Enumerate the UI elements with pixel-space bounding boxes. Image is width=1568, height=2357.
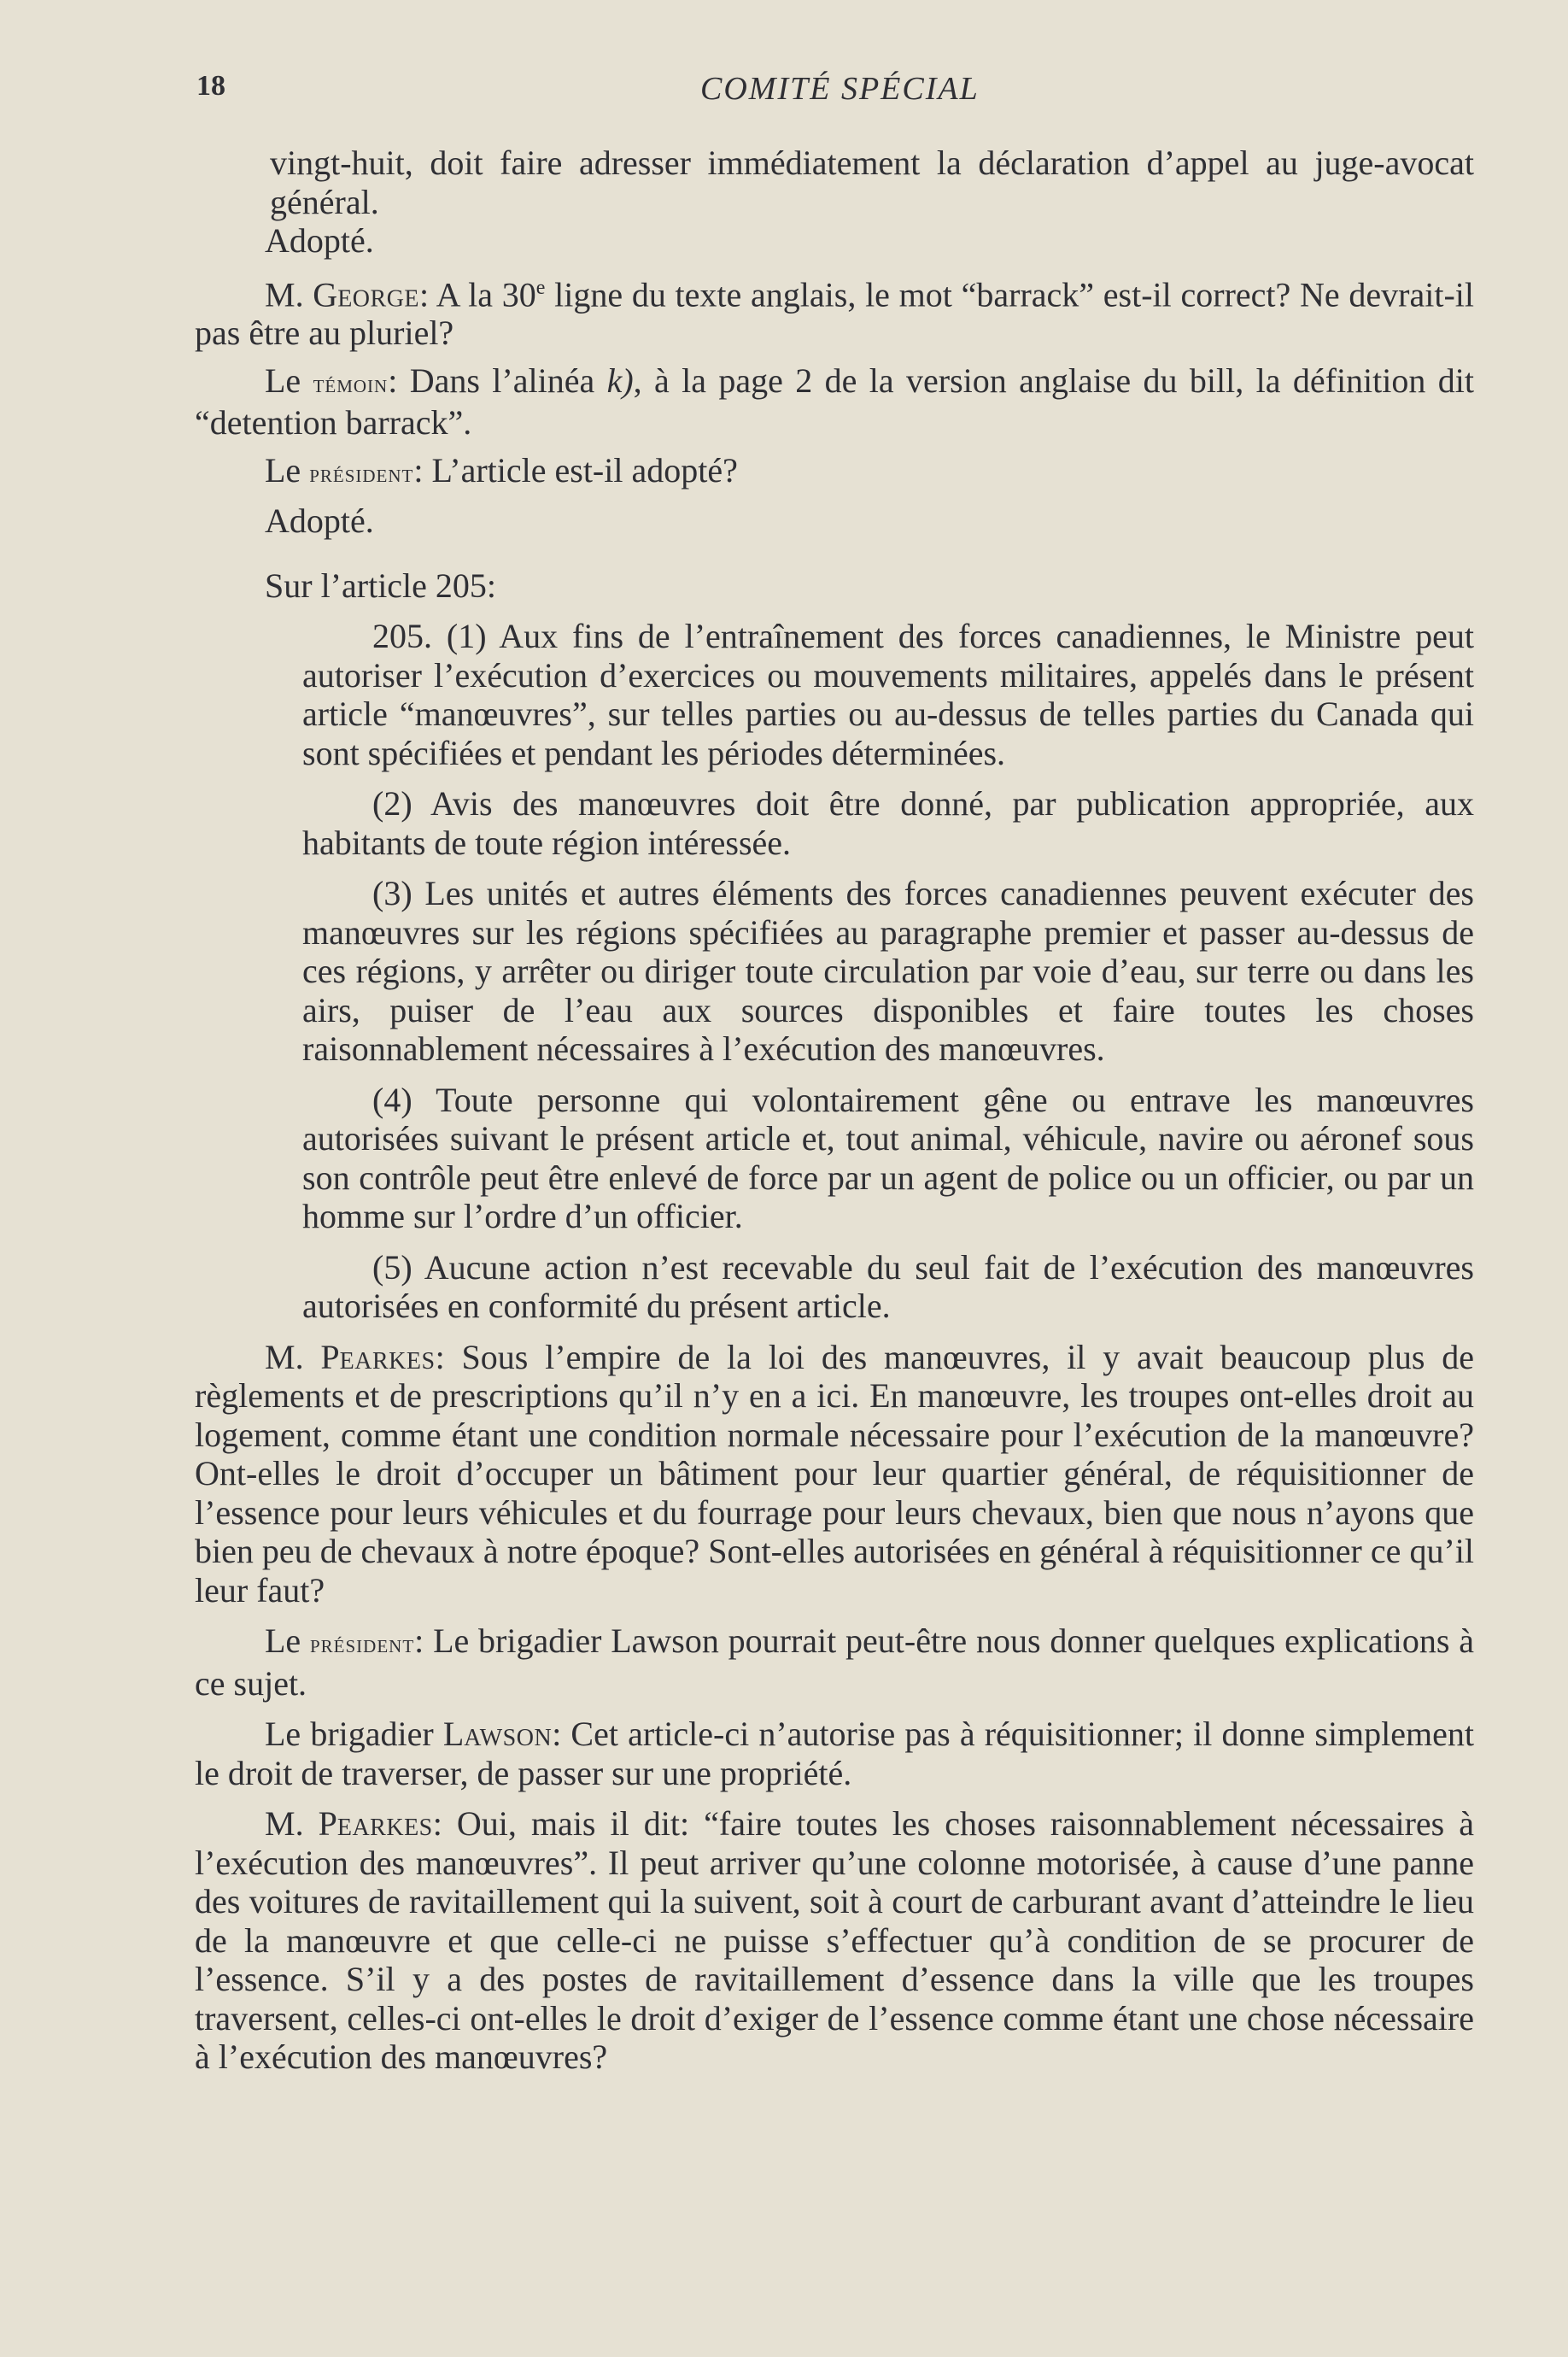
speaker-name: awson — [464, 1715, 553, 1754]
paragraph-adopte-1: Adopté. — [265, 221, 374, 260]
speaker-name: président — [309, 459, 414, 488]
page-header — [196, 70, 1477, 121]
speaker-name: earkes — [336, 1804, 433, 1844]
paragraph-sur-article: Sur l’article 205: — [265, 566, 497, 605]
paragraph-george: M. George: A la 30e ligne du texte anglais, le mot “barrack” est-il correct? Ne devrait-il pas être au pluriel? — [195, 274, 1475, 353]
paragraph-pearkes-2: M. Pearkes: Oui, mais il dit: “faire toutes les choses raisonnablement nécessaires à l’exécution des manœuvres”. Il peut arriver qu’une colonne motorisée, à cause d’une panne des voitures de ravitaillement qui la suivent, soit à court de carburant avant d’atteindre le lieu de la manœuvre et que celle-ci ne puisse s’effectuer qu’à condition de se procurer de l’essence. S’il y a des postes de ravitaillement d’essence dans la ville que les troupes traversent, celles-ci ont-elles le droit d’exiger de l’essence comme étant une chose nécessaire à l’exécution des manœuvres? — [195, 1804, 1475, 2077]
paragraph-pearkes-1: M. Pearkes: Sous l’empire de la loi des manœuvres, il y avait beaucoup plus de règlements et de prescriptions qu’il n’y en a ici. En manœuvre, les troupes ont-elles droit au logement, comme étant une condition normale nécessaire pour l’exécution de la manœuvre? Ont-elles le droit d’occuper un bâtiment pour leur quartier général, de réquisitionner de l’essence pour leurs véhicules et du fourrage pour leurs chevaux, bien que nous n’ayons que bien peu de chevaux à notre époque? Sont-elles autorisées en général à réquisitionner ce qu’il leur faut? — [195, 1337, 1475, 1609]
subsection-3: (3) Les unités et autres éléments des forces canadiennes peuvent exécuter des manœuvres sur les régions spécifiées au paragraphe premier et passer au-dessus de ces régions, y arrêter ou diriger toute circulation par voie d’eau, sur terre ou dans les airs, puiser de l’eau aux sources disponibles et faire toutes les choses raisonnablement nécessaires à l’exécution des manœuvres. — [302, 874, 1474, 1069]
page-number: 18 — [196, 70, 225, 102]
paragraph-continuation: vingt-huit, doit faire adresser immédiatement la déclaration d’appel au juge-avocat général. — [270, 144, 1474, 221]
speaker-name: président — [309, 1630, 415, 1659]
speaker-name: témoin — [313, 369, 389, 398]
quoted-bill-text — [195, 617, 1474, 1326]
paragraph-adopte-2: Adopté. — [265, 501, 374, 541]
subsection-4: (4) Toute personne qui volontairement gêne ou entrave les manœuvres autorisées suivant le présent article et, tout animal, véhicule, navire ou aéronef sous son contrôle peut être enlevé de force par un agent de police ou un officier, ou par un homme sur l’ordre d’un officier. — [302, 1080, 1474, 1236]
paragraph-lawson: Le brigadier Lawson: Cet article-ci n’autorise pas à réquisitionner; il donne simplement le droit de traverser, de passer sur une propriété. — [195, 1715, 1475, 1792]
subsection-1: 205. (1) Aux fins de l’entraînement des forces canadiennes, le Ministre peut autoriser l’exécution d’exercices ou mouvements militaires, appelés dans le présent article “manœuvres”, sur telles parties ou au-dessus de telles parties du Canada qui sont spécifiées et pendant les périodes déterminées. — [302, 617, 1474, 772]
paragraph-temoin: Le témoin: Dans l’alinéa k), à la page 2 de la version anglaise du bill, la définition dit “detention barrack”. — [195, 361, 1474, 443]
subsection-2: (2) Avis des manœuvres doit être donné, par publication appropriée, aux habitants de toute région intéressée. — [302, 784, 1474, 862]
speaker-name: eorge — [337, 274, 420, 314]
paragraph-president-2: Le président: Le brigadier Lawson pourrait peut-être nous donner quelques explications à ce sujet. — [195, 1621, 1474, 1703]
paragraph-president-1: Le président: L’article est-il adopté? — [265, 450, 738, 490]
running-title: COMITÉ SPÉCIAL — [700, 71, 980, 107]
subsection-5: (5) Aucune action n’est recevable du seul fait de l’exécution des manœuvres autorisées en conformité du présent article. — [302, 1247, 1474, 1326]
page-body — [195, 144, 1474, 2077]
speaker-name: earkes — [339, 1337, 436, 1376]
